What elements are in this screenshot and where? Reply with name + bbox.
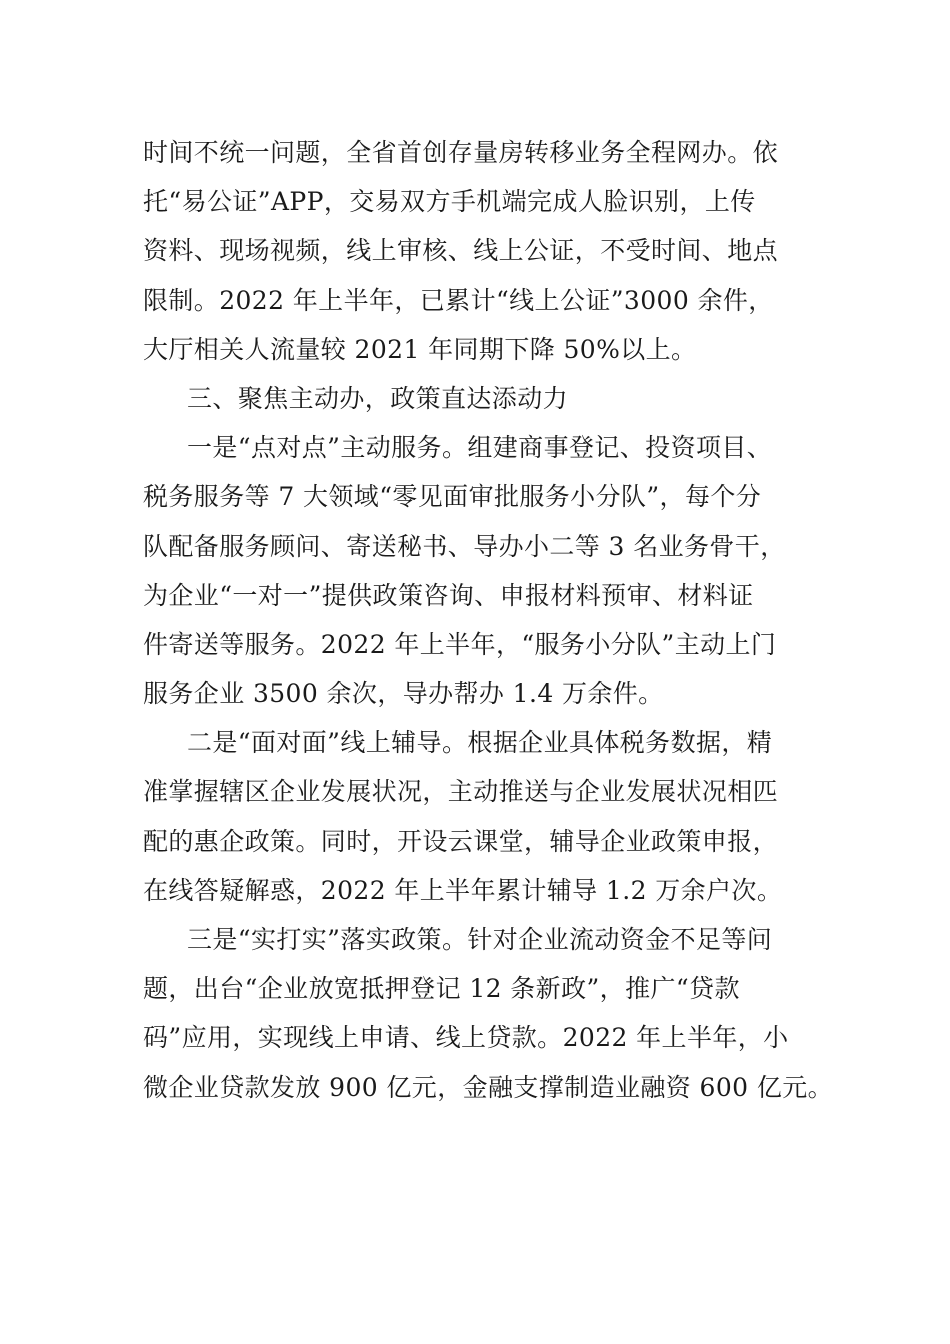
text-line: 队配备服务顾问、寄送秘书、导办小二等 3 名业务骨干， (143, 531, 786, 561)
text-line: 配的惠企政策。同时，开设云课堂，辅导企业政策申报， (143, 826, 779, 856)
text-line: 一是“点对点”主动服务。组建商事登记、投资项目、 (187, 433, 773, 463)
text-line: 二是“面对面”线上辅导。根据企业具体税务数据，精 (187, 728, 773, 758)
paragraph-continuation (143, 128, 833, 374)
document-body (143, 128, 833, 1112)
text-line: 托“易公证”APP，交易双方手机端完成人脸识别，上传 (143, 187, 756, 217)
text-line: 税务服务等 7 大领域“零见面审批服务小分队”，每个分 (143, 482, 762, 512)
text-line: 准掌握辖区企业发展状况，主动推送与企业发展状况相匹 (143, 777, 779, 807)
text-line: 题，出台“企业放宽抵押登记 12 条新政”，推广“贷款 (143, 974, 740, 1004)
text-line: 微企业贷款发放 900 亿元，金融支撑制造业融资 600 亿元。 (143, 1072, 834, 1102)
text-line: 为企业“一对一”提供政策咨询、申报材料预审、材料证 (143, 580, 754, 610)
text-line: 码”应用，实现线上申请、线上贷款。2022 年上半年，小 (143, 1023, 789, 1053)
text-line: 时间不统一问题，全省首创存量房转移业务全程网办。依 (143, 138, 779, 167)
text-line: 在线答疑解惑，2022 年上半年累计辅导 1.2 万余户次。 (143, 875, 783, 905)
text-line: 限制。2022 年上半年，已累计“线上公证”3000 余件， (143, 285, 774, 315)
text-line: 件寄送等服务。2022 年上半年，“服务小分队”主动上门 (143, 629, 777, 659)
text-line: 三是“实打实”落实政策。针对企业流动资金不足等问 (187, 925, 773, 954)
paragraph-practical (143, 915, 833, 1112)
section-heading-text: 三、聚焦主动办，政策直达添动力 (187, 383, 569, 413)
paragraph-face-to-face (143, 718, 833, 915)
paragraph-point-to-point (143, 423, 833, 718)
section-heading (143, 374, 833, 423)
text-line: 大厅相关人流量较 2021 年同期下降 50%以上。 (143, 334, 697, 364)
text-line: 资料、现场视频，线上审核、线上公证，不受时间、地点 (143, 236, 779, 266)
text-line: 服务企业 3500 余次，导办帮办 1.4 万余件。 (143, 679, 664, 709)
